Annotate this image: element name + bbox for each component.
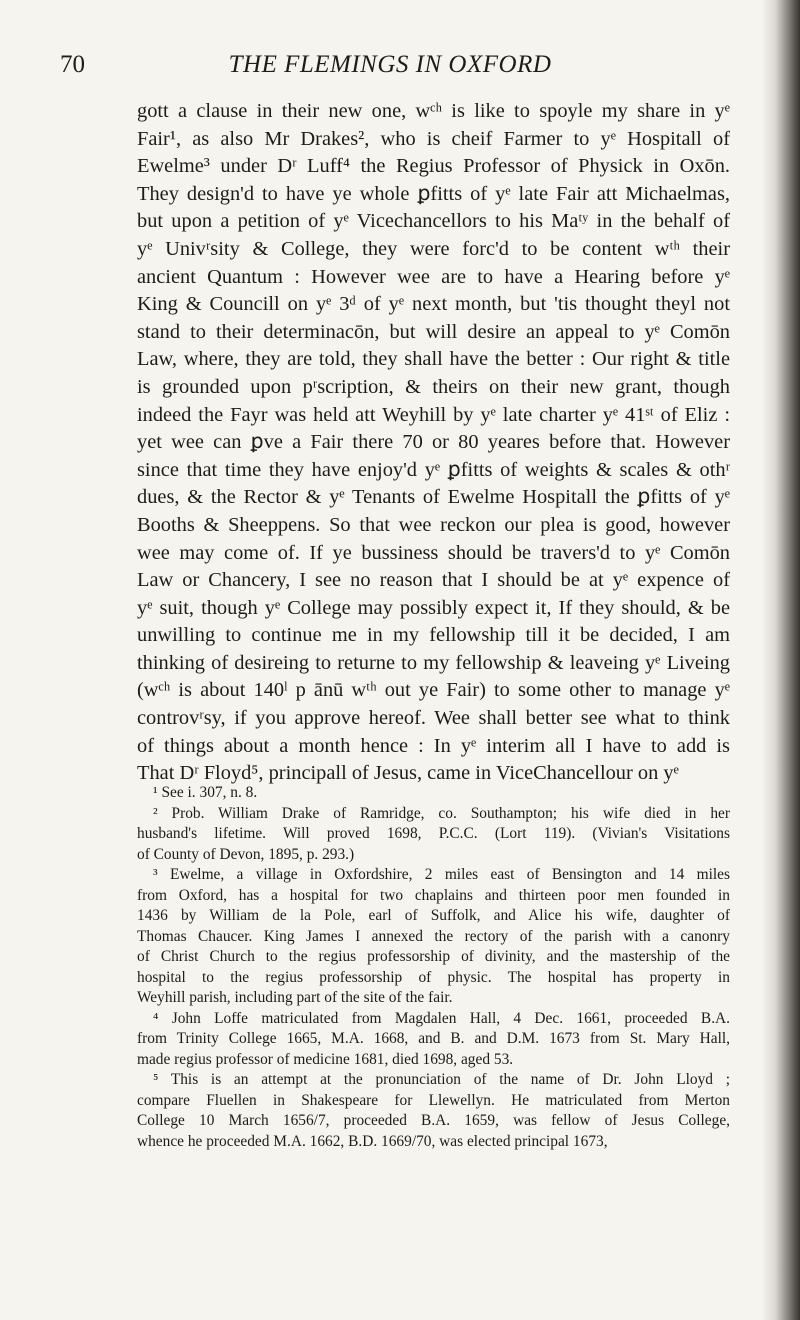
body-line: King & Councill on yᵉ 3ᵈ of yᵉ next month, but 'tis thought theyl not [137, 293, 730, 316]
body-line: Booths & Sheeppens. So that wee reckon our plea is good, however [137, 513, 730, 536]
footnote-line: Thomas Chaucer. King James I annexed the rectory of the parish with a canonry [137, 927, 730, 945]
body-line: since that time they have enjoy'd yᵉ ꝑfitts of weights & scales & othʳ [137, 458, 730, 481]
body-line: Fair¹, as also Mr Drakes², who is cheif Farmer to yᵉ Hospitall of [137, 127, 730, 150]
footnote-line: ¹ See i. 307, n. 8. [153, 784, 258, 801]
body-line: gott a clause in their new one, wᶜʰ is like to spoyle my share in yᵉ [137, 100, 730, 122]
body-line: Ewelme³ under Dʳ Luff⁴ the Regius Professor of Physick in Oxōn. [137, 155, 730, 178]
body-line: unwilling to continue me in my fellowship till it be decided, I am [137, 624, 730, 647]
footnote-line: College 10 March 1656/7, proceeded B.A. 1659, was fellow of Jesus College, [137, 1112, 730, 1129]
body-line: dues, & the Rector & yᵉ Tenants of Ewelme Hospitall the ꝑfitts of yᵉ [137, 486, 730, 509]
body-line: indeed the Fayr was held att Weyhill by yᵉ late charter yᵉ 41ˢᵗ of Eliz : [137, 403, 730, 426]
footnotes [137, 783, 730, 1152]
footnote-line: made regius professor of medicine 1681, died 1698, aged 53. [137, 1050, 514, 1068]
body-line: is grounded upon pʳscription, & theirs on their new grant, though [137, 375, 730, 398]
body-line: stand to their determinacōn, but will desire an appeal to yᵉ Comōn [137, 320, 730, 343]
body-line: wee may come of. If ye bussiness should be travers'd to yᵉ Comōn [137, 541, 730, 564]
page-number: 70 [60, 51, 85, 78]
footnote-line: husband's lifetime. Will proved 1698, P.C.C. (Lort 119). (Vivian's Visitations [137, 825, 730, 842]
footnote-line: of Christ Church to the regius professorship of divinity, and the mastership of the [137, 948, 730, 965]
footnote-line: whence he proceeded M.A. 1662, B.D. 1669/70, was elected principal 1673, [137, 1132, 608, 1150]
body-line: That Dʳ Floyd⁵, principall of Jesus, came in ViceChancellour on yᵉ [137, 762, 679, 785]
book-spine-shadow [762, 0, 800, 1320]
footnote-line: Weyhill parish, including part of the site of the fair. [137, 989, 453, 1006]
footnote-line: hospital to the regius professorship of physic. The hospital has property in [137, 968, 730, 986]
body-line: of things about a month hence : In yᵉ interim all I have to add is [137, 734, 730, 757]
body-line: yᵉ suit, though yᵉ College may possibly expect it, If they should, & be [137, 596, 730, 619]
body-line: They design'd to have ye whole ꝑfitts of yᵉ late Fair att Michaelmas, [137, 182, 730, 205]
letter-body-text [137, 98, 730, 788]
footnote-line: ⁴ John Loffe matriculated from Magdalen Hall, 4 Dec. 1661, proceeded B.A. [153, 1009, 730, 1027]
footnote-line: ⁵ This is an attempt at the pronunciation of the name of Dr. John Lloyd ; [153, 1071, 730, 1088]
running-title: THE FLEMINGS IN OXFORD [228, 51, 552, 78]
body-line: (wᶜʰ is about 140ˡ p ānū wᵗʰ out ye Fair) to some other to manage yᵉ [137, 679, 730, 702]
body-line: Law, where, they are told, they shall have the better : Our right & title [137, 348, 730, 371]
body-line: but upon a petition of yᵉ Vicechancellors to his Maᵗʸ in the behalf of [137, 210, 730, 233]
body-line: yᵉ Univʳsity & College, they were forc'd to be content wᵗʰ their [137, 237, 730, 260]
footnote-line: of County of Devon, 1895, p. 293.) [137, 845, 355, 863]
footnote-line: from Trinity College 1665, M.A. 1668, and B. and D.M. 1673 from St. Mary Hall, [137, 1030, 730, 1047]
footnote-line: ³ Ewelme, a village in Oxfordshire, 2 miles east of Bensington and 14 miles [153, 866, 730, 883]
footnote-line: from Oxford, has a hospital for two chaplains and thirteen poor men founded in [137, 886, 730, 904]
body-line: yet wee can ꝑve a Fair there 70 or 80 yeares before that. However [137, 431, 730, 454]
footnote-line: compare Fluellen in Shakespeare for Llewellyn. He matriculated from Merton [137, 1091, 730, 1109]
footnote-line: ² Prob. William Drake of Ramridge, co. Southampton; his wife died in her [153, 804, 730, 822]
body-line: Law or Chancery, I see no reason that I should be at yᵉ expence of [137, 569, 730, 592]
body-line: thinking of desireing to returne to my fellowship & leaveing yᵉ Liveing [137, 651, 730, 674]
body-line: ancient Quantum : However wee are to have a Hearing before yᵉ [137, 265, 730, 288]
footnote-line: 1436 by William de la Pole, earl of Suffolk, and Alice his wife, daughter of [137, 907, 730, 924]
body-line: controvʳsy, if you approve hereof. Wee shall better see what to think [137, 707, 730, 730]
